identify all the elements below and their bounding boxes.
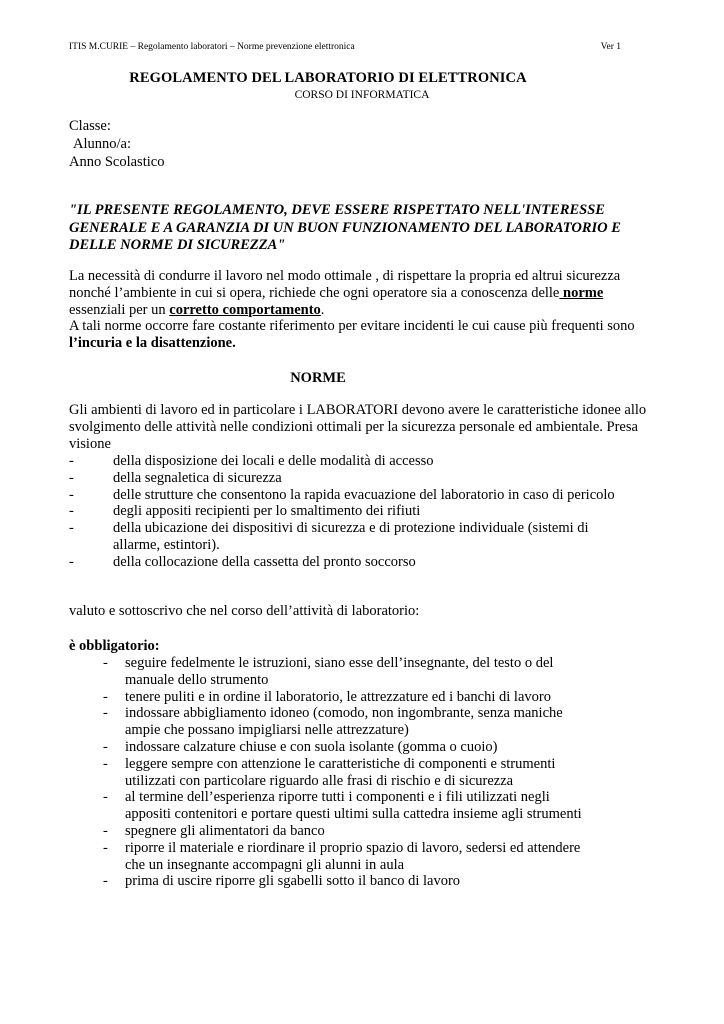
presa-visione-list — [69, 453, 629, 571]
classe-label: Classe: — [69, 118, 111, 134]
version-label: Ver 1 — [600, 42, 621, 52]
document-title: REGOLAMENTO DEL LABORATORIO DI ELETTRONICA — [129, 70, 527, 86]
alunno-label: Alunno/a: — [73, 136, 131, 152]
list-item: - al termine dell’esperienza riporre tutti i componenti e i fili utilizzati negli appositi contenitori e portare questi ultimi sulla cattedra insieme agli strumenti — [103, 789, 582, 823]
intro-paragraph — [69, 268, 659, 352]
list-item: - spegnere gli alimentatori da banco — [103, 822, 325, 839]
list-item: - tenere puliti e in ordine il laboratorio, le attrezzature ed i banchi di lavoro — [103, 688, 551, 705]
list-item: - della ubicazione dei dispositivi di sicurezza e di protezione individuale (sistemi di allarme, estintori). — [69, 520, 589, 553]
list-item: - riporre il materiale e riordinare il proprio spazio di lavoro, sedersi ed attendere che un insegnante accompagni gli alunni in aula — [103, 839, 581, 873]
corretto-comportamento-emphasis: corretto comportamento — [169, 301, 321, 318]
title-block — [0, 70, 724, 101]
list-item: - leggere sempre con attenzione le caratteristiche di componenti e strumenti utilizzati con particolare riguardo alle frasi di rischio e di sicurezza — [103, 755, 556, 789]
anno-scolastico-label: Anno Scolastico — [69, 154, 165, 170]
list-item: - delle strutture che consentono la rapida evacuazione del laboratorio in caso di pericolo — [69, 486, 615, 503]
list-item: - indossare abbigliamento idoneo (comodo, non ingombrante, senza maniche ampie che possano impigliarsi nelle attrezzature) — [103, 705, 563, 739]
document-subtitle: CORSO DI INFORMATICA — [294, 89, 430, 101]
obbligatorio-heading: è obbligatorio: — [69, 638, 160, 654]
student-fields — [69, 117, 164, 171]
causes-emphasis: l’incuria e la disattenzione. — [69, 335, 236, 352]
regulation-quote: "IL PRESENTE REGOLAMENTO, DEVE ESSERE RISPETTATO NELL'INTERESSE GENERALE E A GARANZIA DI UN BUON FUNZIONAMENTO DEL LABORATORIO E DELLE NORME DI SICUREZZA" — [69, 202, 621, 253]
list-item: - seguire fedelmente le istruzioni, siano esse dell’insegnante, del testo o del manuale dello strumento — [103, 655, 554, 688]
intro-text-1: La necessità di condurre il lavoro nel modo ottimale , di rispettare la propria ed altrui sicurezza nonché l’ambiente in cui si opera, richiede che ogni operatore sia a conoscenza delle — [69, 268, 621, 301]
list-item: - della disposizione dei locali e delle modalità di accesso — [69, 453, 434, 469]
list-item: - della segnaletica di sicurezza — [69, 469, 282, 486]
list-item: - prima di uscire riporre gli sgabelli sotto il banco di lavoro — [103, 873, 461, 890]
norme-emphasis: norme — [559, 284, 604, 301]
sottoscrivo-text: valuto e sottoscrivo che nel corso dell’attività di laboratorio: — [69, 603, 420, 619]
page-header — [69, 42, 621, 52]
intro-text-2: essenziali per un — [69, 301, 170, 318]
intro-text-3: . — [320, 301, 325, 318]
list-item: - indossare calzature chiuse e con suola isolante (gomma o cuoio) — [103, 738, 498, 755]
intro-text-4: A tali norme occorre fare costante riferimento per evitare incidenti le cui cause più frequenti sono — [69, 318, 635, 335]
list-item: - degli appositi recipienti per lo smaltimento dei rifiuti — [69, 503, 421, 520]
norme-intro-paragraph: Gli ambienti di lavoro ed in particolare i LABORATORI devono avere le caratteristiche idonee allo svolgimento delle attività nelle condizioni ottimali per la sicurezza personale ed ambientale. Presa visione — [69, 402, 647, 452]
list-item: - della collocazione della cassetta del pronto soccorso — [69, 553, 416, 570]
header-left-text: ITIS M.CURIE – Regolamento laboratori – Norme prevenzione elettronica — [69, 42, 355, 52]
norme-heading: NORME — [290, 370, 346, 386]
obbligatorio-list — [103, 655, 593, 890]
